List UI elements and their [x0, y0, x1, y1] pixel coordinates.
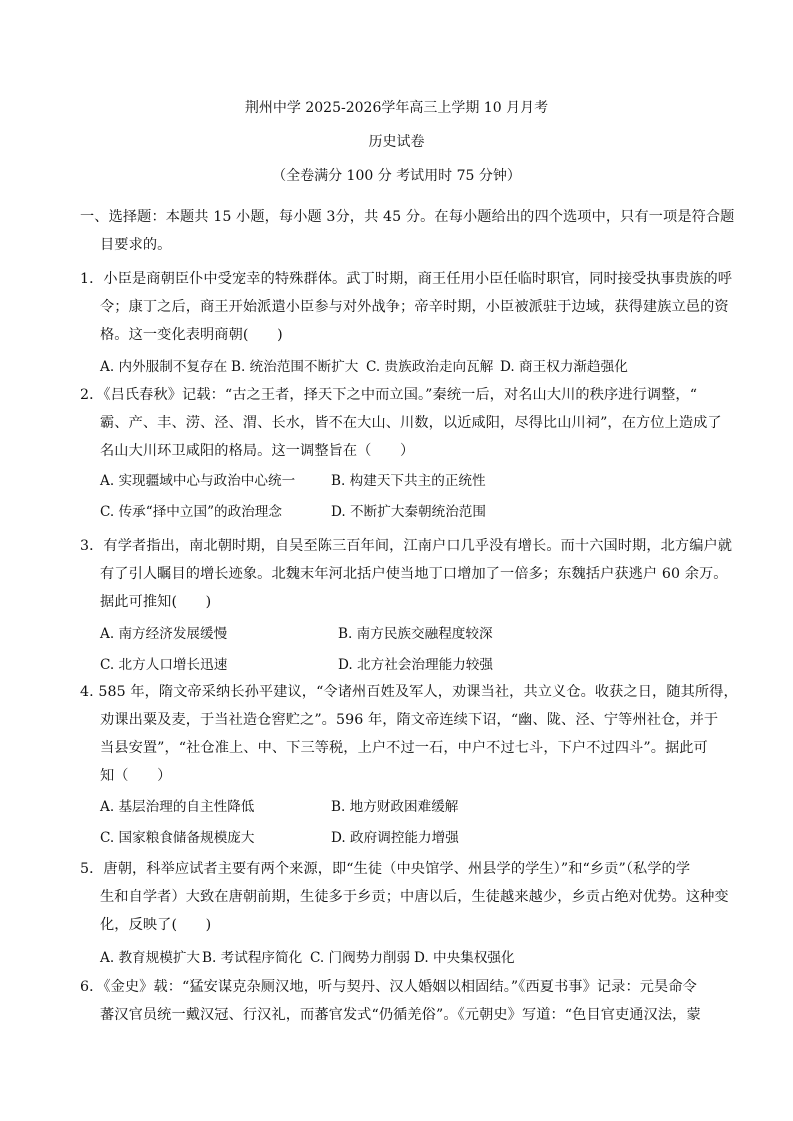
exam-note: （全卷满分 100 分 考试用时 75 分钟）	[272, 168, 521, 184]
option-a: A. 教育规模扩大	[100, 950, 201, 966]
option-a: A. 南方经济发展缓慢	[100, 626, 228, 642]
question-text-line: 令；康丁之后，商王开始派遣小臣参与对外战争；帝辛时期，小臣被派驻于边域，获得建族立邑的资	[100, 299, 729, 315]
question-text-line: 劝课出粟及麦，于当社造仓窖贮之”。596 年，隋文帝连续下诏，“幽、陇、泾、宁等州社仓，并于	[100, 712, 719, 728]
question-text-line: 据此可推知( )	[100, 594, 212, 610]
option-c: C. 国家粮食储备规模庞大	[100, 830, 255, 846]
question-text-line: 生和自学者）大致在唐朝前期，生徒多于乡贡；中唐以后，生徒越来越少，乡贡占绝对优势。这种变	[100, 889, 729, 905]
exam-title: 荆州中学 2025-2026学年高三上学期 10 月月考	[244, 100, 549, 116]
option-c: C. 传承“择中立国”的政治理念	[100, 504, 282, 520]
option-d: D. 北方社会治理能力较强	[338, 657, 493, 673]
option-a: A. 内外服制不复存在	[100, 359, 228, 375]
question-text-line: 有了引人瞩目的增长迹象。北魏末年河北括户使当地丁口增加了一倍多；东魏括户获逃户 60 余万。	[100, 566, 728, 582]
option-a: A. 实现疆域中心与政治中心统一	[100, 473, 296, 489]
option-b: B. 统治范围不断扩大	[231, 359, 359, 375]
question-text-line: 知（ ）	[100, 768, 172, 784]
option-b: B. 地方财政困难缓解	[331, 799, 459, 815]
option-d: D. 商王权力渐趋强化	[500, 359, 628, 375]
question-text-line: 1．小臣是商朝臣仆中受宠幸的特殊群体。武丁时期，商王任用小臣任临时职官，同时接受执事贵族的呼	[80, 271, 733, 287]
question-text-line: 3．有学者指出，南北朝时期，自吴至陈三百年间，江南户口几乎没有增长。而十六国时期，北方编户就	[80, 538, 733, 554]
question-text-line: 名山大川环卫咸阳的格局。这一调整旨在（ ）	[100, 443, 415, 459]
question-text-line: 4. 585 年，隋文帝采纳长孙平建议，“令诸州百姓及军人，劝课当社，共立义仓。收获之日，随其所得，	[80, 684, 738, 700]
option-c: C. 北方人口增长迅速	[100, 657, 228, 673]
question-text-line: 蕃汉官员统一戴汉冠、行汉礼，而蕃官发式“仍循羌俗”。《元朝史》写道：“色目官吏通汉法，蒙	[100, 1007, 701, 1023]
option-b: B. 构建天下共主的正统性	[331, 473, 486, 489]
question-text-line: 格。这一变化表明商朝( )	[100, 327, 283, 343]
question-text-line: 霸、产、丰、涝、泾、渭、长水，皆不在大山、川数，以近咸阳，尽得比山川祠”，在方位上造成了	[100, 415, 722, 431]
section-heading-line-1: 一、选择题：本题共 15 小题，每小题 3分，共 45 分。在每小题给出的四个选项中，只有一项是符合题	[80, 209, 735, 225]
question-text-line: 化，反映了( )	[100, 917, 212, 933]
question-text-line: 2．《吕氏春秋》记载：“古之王者，择天下之中而立国。”秦统一后，对名山大川的秩序进行调整，“	[80, 387, 698, 403]
option-d: D. 中央集权强化	[414, 950, 515, 966]
option-a: A. 基层治理的自主性降低	[100, 799, 255, 815]
subject-title: 历史试卷	[368, 134, 425, 150]
option-c: C. 门阀势力削弱	[310, 950, 411, 966]
option-d: D. 不断扩大秦朝统治范围	[331, 504, 486, 520]
question-text-line: 当县安置”，“社仓准上、中、下三等税，上户不过一石，中户不过七斗，下户不过四斗”。据此可	[100, 740, 708, 756]
question-text-line: 6．《金史》载：“猛安谋克杂厕汉地，听与契丹、汉人婚姻以相固结。”《西夏书事》记录：元昊命令	[80, 979, 697, 995]
section-heading-line-2: 目要求的。	[100, 237, 172, 253]
option-b: B. 考试程序简化	[202, 950, 303, 966]
option-c: C. 贵族政治走向瓦解	[366, 359, 494, 375]
question-text-line: 5．唐朝，科举应试者主要有两个来源，即“生徒（中央馆学、州县学的学生）”和“乡贡”（私学的学	[80, 861, 691, 877]
option-d: D. 政府调控能力增强	[331, 830, 459, 846]
option-b: B. 南方民族交融程度较深	[338, 626, 493, 642]
